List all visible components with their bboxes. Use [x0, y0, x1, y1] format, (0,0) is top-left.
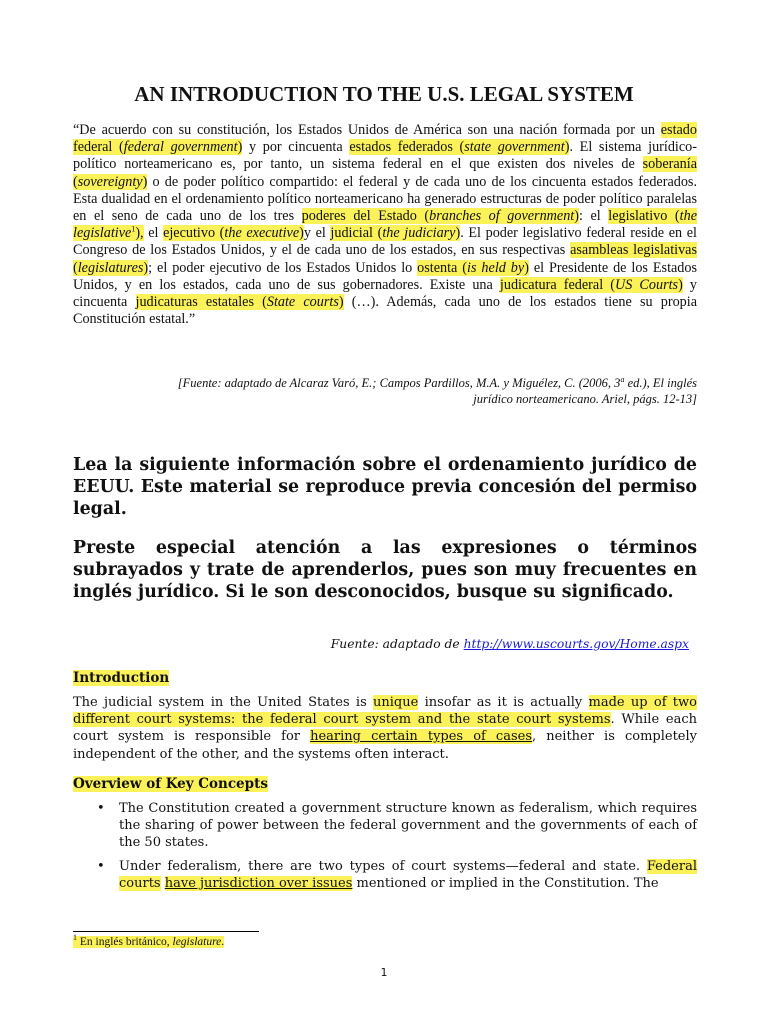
highlight-term: estados federados (state government)	[349, 139, 570, 156]
key-concepts-list	[73, 800, 697, 898]
highlight-term: estado federal (federal government)	[73, 122, 697, 156]
section-heading-introduction: Introduction	[73, 670, 170, 686]
list-item: • Under federalism, there are two types of court systems—federal and state. Federal courts have jurisdiction over issues mentioned or implied in the Constitution. The	[97, 858, 697, 891]
highlight-term: made up of two different court systems: the federal court system and the state court systems	[73, 695, 697, 728]
footnote-ref[interactable]: 1	[131, 224, 136, 234]
footnote: $^1$ En inglés británico, legislature.	[73, 933, 225, 948]
instruction-paragraph: Lea la siguiente información sobre el ordenamiento jurídico de EEUU. Este material se reproduce previa concesión del permiso legal.	[73, 455, 697, 519]
highlight-term: unique	[373, 695, 419, 710]
highlight-term: judicatura federal (US Courts)	[499, 276, 683, 293]
highlight-term: legislativo (the legislative$^1$),	[73, 208, 697, 242]
bullet-icon: •	[97, 858, 105, 874]
source-attribution: Fuente: adaptado de http://www.uscourts.gov/Home.aspx	[330, 637, 689, 651]
highlight-term: asambleas legislativas (legislatures)	[73, 242, 697, 276]
highlight-term: Federal courts	[119, 858, 697, 891]
page-title: AN INTRODUCTION TO THE U.S. LEGAL SYSTEM	[134, 82, 634, 106]
introduction-paragraph: The judicial system in the United States is unique insofar as it is actually made up of two different court systems: the federal court system and the state court systems. While each court system is responsible for hearing certain types of cases, neither is completely independent of the other, and the systems often interact.	[73, 695, 697, 762]
quote-text: “De acuerdo con su constitución, los Estados Unidos de América son una nación formada por un	[73, 122, 661, 138]
section-heading-overview: Overview of Key Concepts	[73, 776, 268, 792]
bullet-icon: •	[97, 801, 105, 816]
page-number: 1	[380, 966, 388, 979]
uscourts-link[interactable]: http://www.uscourts.gov/Home.aspx	[463, 637, 689, 651]
quote-source: [Fuente: adaptado de Alcaraz Varó, E.; Campos Pardillos, M.A. y Miguélez, C. (2006, 3$^a$ ed.), El inglés jurídico norteamericano. Ariel, págs. 12-13]	[177, 374, 697, 406]
highlight-term: soberanía (sovereignty)	[73, 156, 697, 190]
highlight-term: ejecutivo (the executive)	[163, 225, 304, 242]
highlight-term: ostenta (is held by)	[417, 259, 529, 276]
spanish-quote-paragraph: “De acuerdo con su constitución, los Estados Unidos de América son una nación formada por un estado federal (federal government) y por cincuenta estados federados (state government). El sistema jurídico-político norteamericano es, por tanto, un sistema federal en el que existen dos niveles de soberanía (sovereignty) o de poder político compartido: el federal y de cada uno de los cincuenta estados federados. Esta dualidad en el ordenamiento político norteamericano ha generado estructuras de poder político paralelas en el seno de cada uno de los tres poderes del Estado (branches of government): el legislativo (the legislative$^1$), el ejecutivo (the executive)y el judicial (the judiciary). El poder legislativo federal reside en el Congreso de los Estados Unidos, y el de cada uno de los estados, en sus respectivas asambleas legislativas (legislatures); el poder ejecutivo de los Estados Unidos lo ostenta (is held by) el Presidente de los Estados Unidos, y en los estados, cada uno de sus gobernadores. Existe una judicatura federal (US Courts) y cincuenta judicaturas estatales (State courts) (…). Además, cada uno de los estados tiene su propia Constitución estatal.”	[73, 122, 698, 328]
highlight-term: have jurisdiction over issues	[164, 875, 353, 891]
highlight-term: judicaturas estatales (State courts)	[135, 294, 344, 311]
instruction-paragraph: Preste especial atención a las expresiones o términos subrayados y trate de aprenderlos, pues son muy frecuentes en inglés jurídico. Si le son desconocidos, busque su significado.	[73, 538, 697, 602]
list-item: • The Constitution created a government structure known as federalism, which requires the sharing of power between the federal government and the governments of each of the 50 states.	[97, 801, 697, 851]
footnote-divider	[73, 931, 259, 932]
highlight-term: hearing certain types of cases	[310, 729, 532, 745]
highlight-term: poderes del Estado (branches of government)	[301, 208, 579, 225]
highlight-term: judicial (the judiciary)	[330, 225, 461, 242]
